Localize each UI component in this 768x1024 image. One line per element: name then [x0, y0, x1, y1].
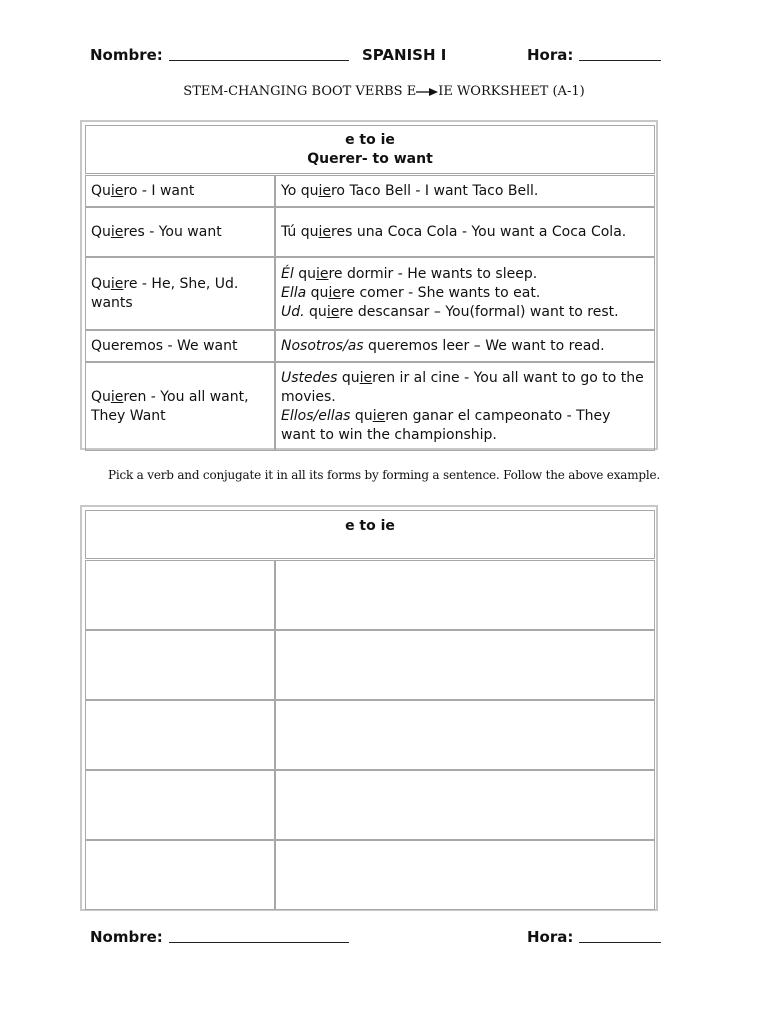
title-right: IE WORKSHEET (A-1) — [438, 84, 585, 99]
practice-verb-cell[interactable] — [85, 770, 275, 840]
conjugation-cell: Quiere - He, She, Ud. wants — [85, 257, 275, 330]
header-top — [0, 46, 768, 70]
conjugation-cell: Quieren - You all want, They Want — [85, 362, 275, 451]
example-sentence: Ustedes quieren ir al cine - You all want to go to the movies. — [281, 369, 644, 405]
heading-line-2: Querer- to want — [307, 150, 433, 167]
example-sentence-cell — [275, 330, 655, 362]
practice-verb-cell[interactable] — [85, 700, 275, 770]
practice-sentence-cell[interactable] — [275, 630, 655, 700]
hora-label-bottom: Hora: — [527, 928, 573, 946]
conjugation-cell: Quieres - You want — [85, 207, 275, 257]
practice-table — [80, 505, 658, 911]
example-sentence-cell — [275, 362, 655, 451]
example-sentence: Nosotros/as queremos leer – We want to read. — [281, 337, 605, 354]
example-sentence-cell — [275, 175, 655, 207]
example-sentence: Ellos/ellas quieren ganar el campeonato - They want to win the championship. — [281, 407, 611, 443]
heading-line-1: e to ie — [345, 131, 395, 148]
nombre-blank-bottom[interactable] — [169, 928, 349, 943]
example-sentence-cell — [275, 257, 655, 330]
example-sentence: Ella quiere comer - She wants to eat. — [281, 285, 541, 301]
title-left: STEM-CHANGING BOOT VERBS E — [183, 84, 417, 99]
practice-sentence-cell[interactable] — [275, 840, 655, 910]
hora-blank[interactable] — [579, 46, 661, 61]
nombre-label-bottom: Nombre: — [90, 928, 163, 946]
nombre-blank[interactable] — [169, 46, 349, 61]
example-sentence-cell — [275, 207, 655, 257]
course-title: SPANISH I — [362, 46, 447, 64]
example-sentence: Yo quiero Taco Bell - I want Taco Bell. — [281, 182, 539, 199]
conjugation-cell: Quiero - I want — [85, 175, 275, 207]
example-table — [80, 120, 658, 450]
nombre-label: Nombre: — [90, 46, 163, 64]
practice-verb-cell[interactable] — [85, 560, 275, 630]
practice-sentence-cell[interactable] — [275, 770, 655, 840]
practice-heading: e to ie — [85, 510, 655, 559]
example-heading — [85, 125, 655, 174]
example-sentence: Él quiere dormir - He wants to sleep. — [281, 266, 538, 282]
header-bottom — [0, 928, 768, 952]
conjugation-cell: Queremos - We want — [85, 330, 275, 362]
practice-verb-cell[interactable] — [85, 840, 275, 910]
practice-sentence-cell[interactable] — [275, 700, 655, 770]
hora-label: Hora: — [527, 46, 573, 64]
worksheet-title — [0, 84, 768, 99]
example-sentence: Ud. quiere descansar – You(formal) want to rest. — [281, 304, 619, 320]
hora-blank-bottom[interactable] — [579, 928, 661, 943]
practice-sentence-cell[interactable] — [275, 560, 655, 630]
example-sentence: Tú quieres una Coca Cola - You want a Coca Cola. — [281, 223, 627, 240]
arrow-icon — [416, 87, 438, 97]
practice-verb-cell[interactable] — [85, 630, 275, 700]
instructions-text: Pick a verb and conjugate it in all its forms by forming a sentence. Follow the above example. — [107, 468, 661, 482]
